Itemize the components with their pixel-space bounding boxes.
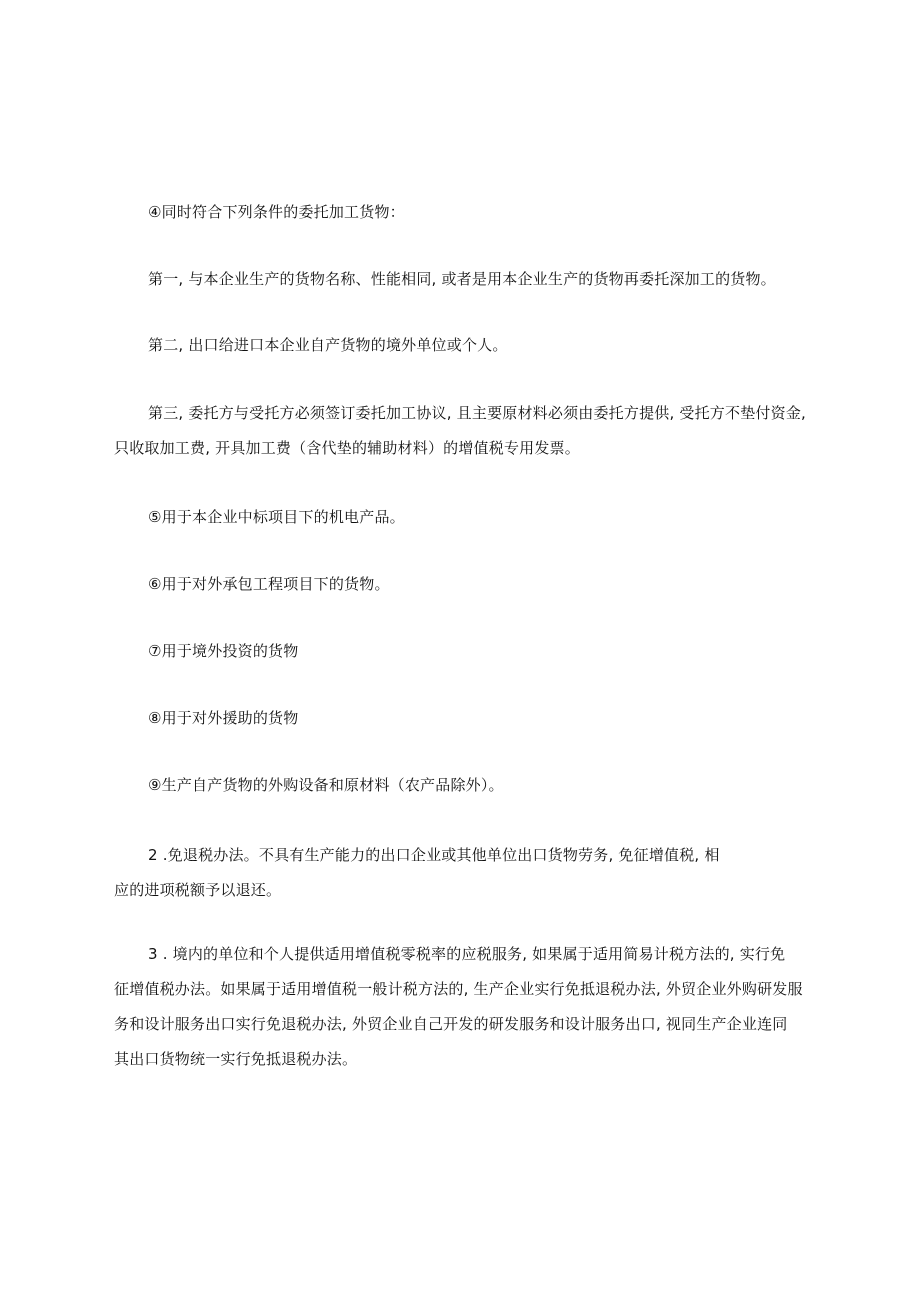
text-line: 2 .免退税办法。不具有生产能力的出口企业或其他单位出口货物劳务, 免征增值税, 相	[148, 846, 720, 864]
paragraph-condition-4	[114, 195, 814, 230]
text-line: 3 . 境内的单位和个人提供适用增值税零税率的应税服务, 如果属于适用简易计税方法的, 实行免	[148, 945, 786, 963]
paragraph-second-condition	[114, 328, 814, 363]
paragraph-item-6	[114, 567, 814, 602]
text-line: 第三, 委托方与受托方必须签订委托加工协议, 且主要原材料必须由委托方提供, 受托方不垫付资金,	[148, 404, 806, 422]
text-line: ⑥用于对外承包工程项目下的货物。	[148, 575, 390, 593]
paragraph-item-7	[114, 634, 814, 669]
paragraph-item-5	[114, 500, 814, 535]
paragraph-exemption-refund	[114, 838, 814, 908]
text-line: ④同时符合下列条件的委托加工货物：	[148, 203, 405, 221]
text-line: 其出口货物统一实行免抵退税办法。	[114, 1050, 358, 1068]
paragraph-item-8	[114, 701, 814, 736]
text-line: 第二, 出口给进口本企业自产货物的境外单位或个人。	[148, 336, 508, 354]
text-line: 应的进项税额予以退还。	[114, 881, 282, 899]
text-line: 征增值税办法。如果属于适用增值税一般计税方法的, 生产企业实行免抵退税办法, 外贸企业外购研发服	[114, 980, 803, 998]
text-line: 务和设计服务出口实行免退税办法, 外贸企业自己开发的研发服务和设计服务出口, 视同生产企业连同	[114, 1015, 788, 1033]
paragraph-item-9	[114, 768, 814, 803]
text-line: ⑤用于本企业中标项目下的机电产品。	[148, 508, 405, 526]
text-line: 第一, 与本企业生产的货物名称、性能相同, 或者是用本企业生产的货物再委托深加工的货物。	[148, 270, 776, 288]
paragraph-third-condition	[114, 396, 814, 466]
text-line: ⑨生产自产货物的外购设备和原材料（农产品除外）。	[148, 776, 504, 794]
text-line: ⑦用于境外投资的货物	[148, 642, 299, 660]
text-line: ⑧用于对外援助的货物	[148, 709, 299, 727]
paragraph-first-condition	[114, 262, 814, 297]
text-line: 只收取加工费, 开具加工费（含代垫的辅助材料）的增值税专用发票。	[114, 439, 580, 457]
paragraph-zero-rate-services	[114, 937, 814, 1077]
